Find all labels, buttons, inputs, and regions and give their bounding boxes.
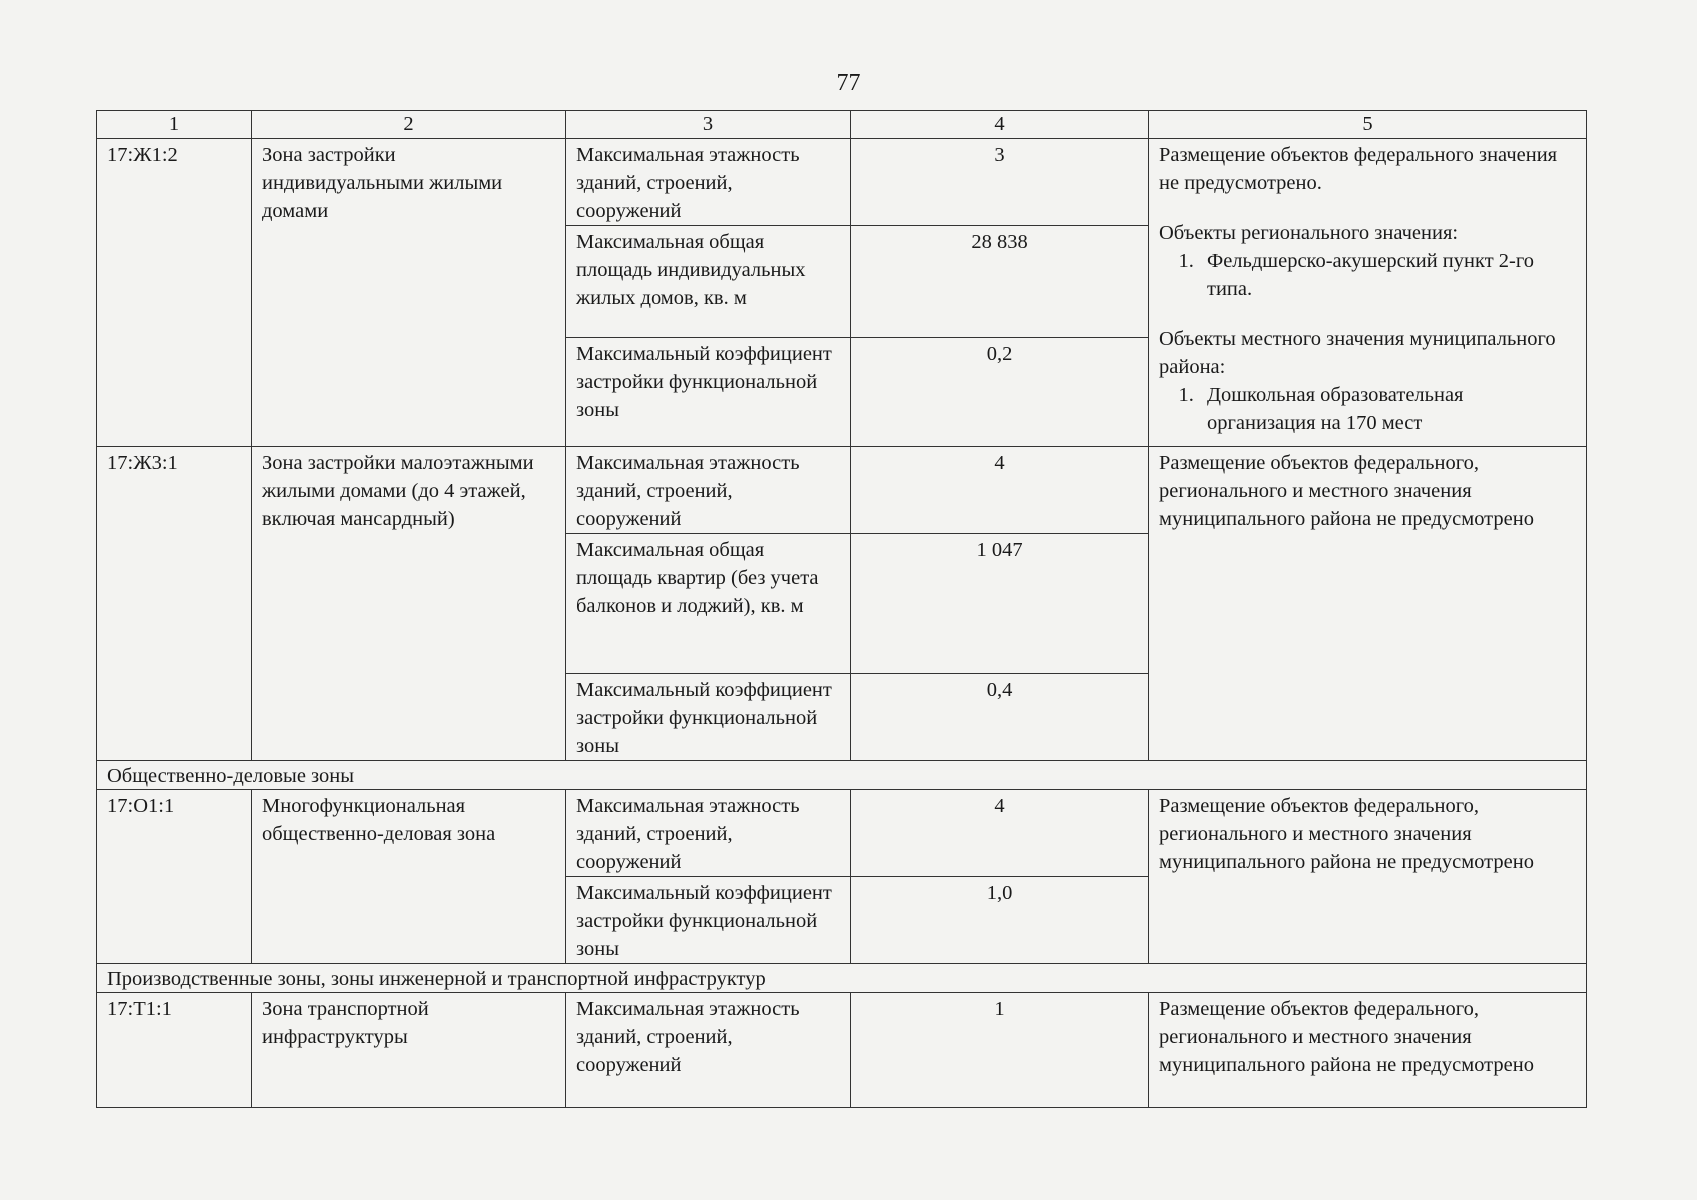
table-row: [97, 993, 1587, 1108]
param-label: Максимальная этажность зданий, строений, сооружений: [566, 447, 851, 534]
column-header: 4: [851, 111, 1149, 139]
zone-name: Зона застройки малоэтажными жилыми домами (до 4 этажей, включая мансардный): [252, 447, 566, 761]
section-title: Общественно-деловые зоны: [97, 761, 1587, 790]
param-value: 3: [851, 139, 1149, 226]
table-row: [97, 447, 1587, 534]
param-value: 1 047: [851, 534, 1149, 674]
zone-name: Зона застройки индивидуальными жилыми домами: [252, 139, 566, 447]
section-row: [97, 964, 1587, 993]
param-label: Максимальная этажность зданий, строений, сооружений: [566, 139, 851, 226]
param-label: Максимальный коэффициент застройки функциональной зоны: [566, 674, 851, 761]
zone-name: Зона транспортной инфраструктуры: [252, 993, 566, 1108]
zone-code: 17:Ж3:1: [97, 447, 252, 761]
param-label: Максимальный коэффициент застройки функциональной зоны: [566, 877, 851, 964]
section-row: [97, 761, 1587, 790]
param-label: Максимальная этажность зданий, строений, сооружений: [566, 993, 851, 1108]
param-value: 4: [851, 790, 1149, 877]
section-title: Производственные зоны, зоны инженерной и транспортной инфраструктур: [97, 964, 1587, 993]
zone-objects: [1149, 139, 1587, 447]
header-row: [97, 111, 1587, 139]
list-item: 1. Дошкольная образовательная организация на 170 мест: [1199, 381, 1576, 437]
zone-objects: Размещение объектов федерального, регионального и местного значения муниципального района не предусмотрено: [1149, 790, 1587, 964]
param-label: Максимальная общая площадь квартир (без учета балконов и лоджий), кв. м: [566, 534, 851, 674]
table-row: [97, 139, 1587, 226]
zone-objects: Размещение объектов федерального, регионального и местного значения муниципального района не предусмотрено: [1149, 447, 1587, 761]
list-item: 1. Фельдшерско-акушерский пункт 2-го типа.: [1199, 247, 1576, 303]
column-header: 5: [1149, 111, 1587, 139]
param-value: 0,4: [851, 674, 1149, 761]
column-header: 1: [97, 111, 252, 139]
objects-regional-heading: Объекты регионального значения:: [1159, 222, 1459, 244]
column-header: 3: [566, 111, 851, 139]
param-value: 1: [851, 993, 1149, 1108]
column-header: 2: [252, 111, 566, 139]
page-number: 77: [836, 70, 861, 96]
param-label: Максимальная общая площадь индивидуальных жилых домов, кв. м: [566, 226, 851, 338]
param-label: Максимальный коэффициент застройки функциональной зоны: [566, 338, 851, 447]
param-value: 4: [851, 447, 1149, 534]
objects-federal: Размещение объектов федерального значения не предусмотрено.: [1159, 144, 1558, 194]
zone-objects: Размещение объектов федерального, регионального и местного значения муниципального района не предусмотрено: [1149, 993, 1587, 1108]
objects-local-heading: Объекты местного значения муниципального района:: [1159, 328, 1556, 378]
zone-name: Многофункциональная общественно-деловая зона: [252, 790, 566, 964]
table-row: [97, 790, 1587, 877]
param-value: 0,2: [851, 338, 1149, 447]
param-value: 28 838: [851, 226, 1149, 338]
zone-code: 17:О1:1: [97, 790, 252, 964]
zones-table: [96, 110, 1587, 1108]
param-value: 1,0: [851, 877, 1149, 964]
zone-code: 17:Ж1:2: [97, 139, 252, 447]
param-label: Максимальная этажность зданий, строений, сооружений: [566, 790, 851, 877]
zone-code: 17:Т1:1: [97, 993, 252, 1108]
